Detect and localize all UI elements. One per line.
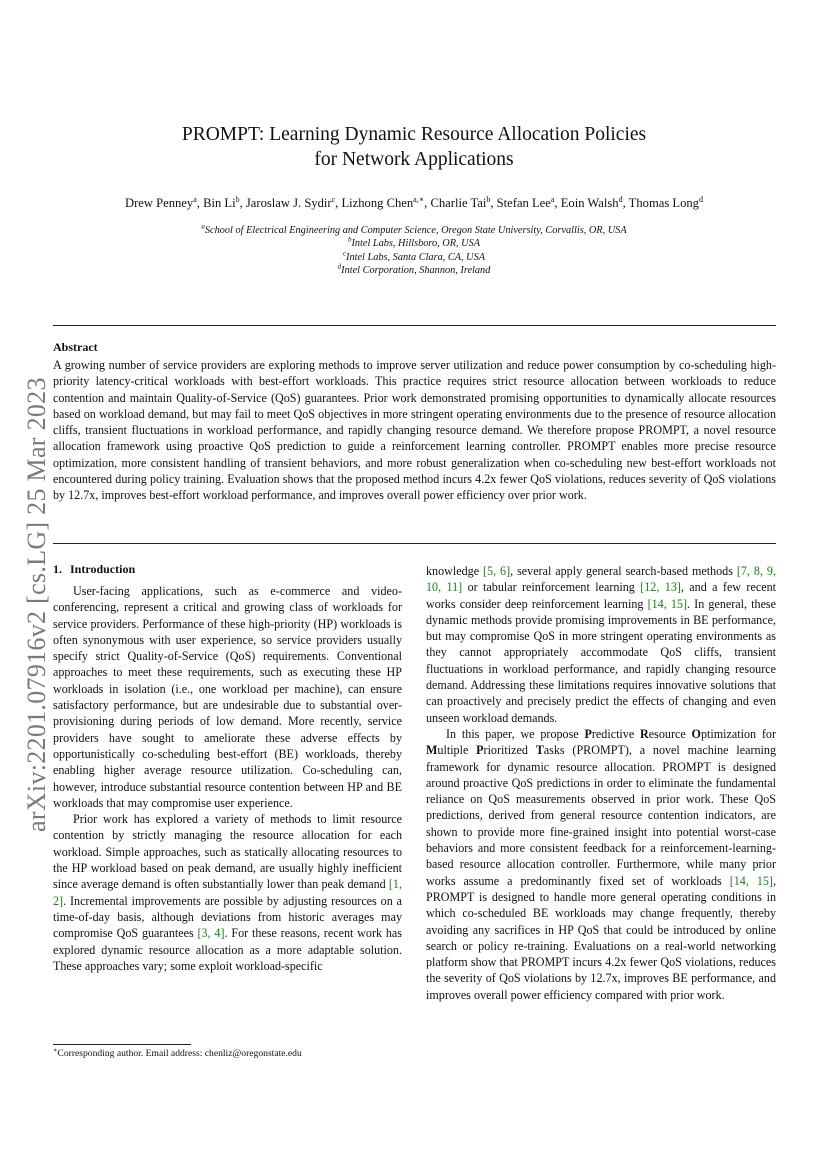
citation-link[interactable]: [1, 2]: [53, 877, 402, 908]
paper-title: [90, 122, 738, 172]
arxiv-stamp: arXiv:2201.07916v2 [cs.LG] 25 Mar 2023: [22, 377, 51, 833]
abstract-text: A growing number of service providers are exploring methods to improve server utilization and reduce power consumption by co-scheduling high-priority latency-critical workloads with best-effort workloads. This practice requires strict resource allocation between workloads to reduce contention and maintain Quality-of-Service (QoS) guarantees. Prior work demonstrated promising opportunities to dynamically allocate resources based on workload demand, but may fail to meet QoS objectives in more stringent operating environments due to the presence of resource allocation cliffs, transient fluctuations in workload performance, and rapidly changing resource demand. We therefore propose PROMPT, a novel resource allocation framework using proactive QoS prediction to guide a reinforcement learning controller. PROMPT enables more precise resource optimization, more consistent handling of transient behaviors, and more robust generalization when co-scheduling new best-effort workloads not encountered during policy training. Evaluation shows that the proposed method incurs 4.2x fewer QoS violations, reduces severity of QoS violations by 12.7x, improves best-effort workload performance, and improves overall power efficiency over prior work.: [53, 358, 776, 503]
author: Lizhong Chen$^{a,∗}$: [341, 194, 425, 210]
citation-link[interactable]: [12, 13]: [640, 580, 681, 595]
author: Bin Li$^b$: [203, 194, 240, 210]
paragraph: Prior work has explored a variety of methods to limit resource contention by strictly managing the resource allocation for each workload. Simple approaches, such as statically allocating resources to the HP workload based on peak demand, are usually highly inefficient since average demand is often substantially lower than peak demand [1, 2]. Incremental improvements are possible by adjusting resources on a time-of-day basis, although deviations from historic averages may compromise QoS guarantees [3, 4]. For these reasons, recent work has explored dynamic resource allocation as a more adaptable solution. These approaches vary; some exploit workload-specific: [53, 812, 402, 973]
paragraph: knowledge [5, 6], several apply general search-based methods [7, 8, 9, 10, 11] or tabular reinforcement learning [12, 13], and a few recent works consider deep reinforcement learning [14, 15]. In general, these dynamic methods provide promising improvements in BE performance, but may compromise QoS in more stringent operating environments as they cannot appropriately accommodate QoS cliffs, transient fluctuations in workload performance, and rapidly changing resource demand. Addressing these limitations requires innovative solutions that can proactively and precisely predict the effects of changing and even unseen workload demands.: [426, 564, 777, 725]
author: Jaroslaw J. Sydir$^c$: [245, 194, 336, 210]
author-list: Drew Penney$^a$, Bin Li$^b$, Jaroslaw J. Sydir$^c$, Lizhong Chen$^{a,∗}$, Charlie Tai$^b$, Stefan Lee$^a$, Eoin Walsh$^d$, Thomas Long$^d$: [125, 194, 703, 210]
paragraph: User-facing applications, such as e-commerce and video-conferencing, represent a critical and growing class of workloads for service providers. Performance of these high-priority (HP) workloads is often synonymous with user experience, so service providers usually specify strict Quality-of-Service (QoS) requirements. Conventional approaches to meet these requirements, such as executing these HP workloads in isolation (i.e., one workload per machine), can ensure satisfactory performance, but are undesirable due to substantial over-provisioning during periods of low demand. More recently, service providers have sought to ameliorate these adverse effects by opportunistically co-scheduling best-effort (BE) workloads, thereby enabling higher average resource utilization. Co-scheduling can, however, introduce substantial resource contention between HP and BE workloads that may compromise user experience.: [53, 584, 402, 810]
citation-link[interactable]: [7, 8, 9, 10, 11]: [426, 564, 776, 595]
citation-link[interactable]: [14, 15]: [729, 873, 773, 888]
section-title: Introduction: [70, 562, 136, 576]
citation-link[interactable]: [3, 4]: [197, 926, 225, 941]
author: Thomas Long$^d$: [628, 194, 703, 210]
citation-link[interactable]: [5, 6]: [483, 564, 511, 578]
title-line-2: for Network Applications: [314, 149, 514, 170]
abstract-top-rule: [53, 325, 776, 326]
author: Charlie Tai$^b$: [430, 194, 491, 210]
section-number: 1.: [53, 562, 62, 576]
affiliations: [100, 224, 728, 278]
footnote-rule: [53, 1044, 191, 1045]
affiliation: $^d$Intel Corporation, Shannon, Ireland: [337, 262, 491, 277]
abstract-bottom-rule: [53, 543, 776, 544]
abstract-heading: Abstract: [53, 340, 98, 354]
right-column: [426, 563, 776, 1003]
paragraph: In this paper, we propose Predictive Resource Optimization for Multiple Prioritized Tasks (PROMPT), a novel machine learning framework for dynamic resource allocation. PROMPT is designed around proactive QoS predictions in order to eliminate the fundamental reliance on QoS measurements observed in prior work. These QoS predictions, derived from general resource contention indicators, are shown to provide more fine-grained insight into potential worst-case behaviors and more consistent feedback for a reinforcement-learning-based resource allocation controller. Furthermore, while many prior works assume a predominantly fixed set of workloads [14, 15], PROMPT is designed to handle more general operating conditions in which co-scheduled BE workloads may change frequently, thereby avoiding any sacrifices in HP QoS that could be introduced by online search or policy re-training. Evaluations on a real-world networking platform show that PROMPT incurs 4.2x fewer QoS violations, reduces the severity of QoS violations by 12.7x, improves BE performance, and improves overall power efficiency compared with prior work.: [426, 726, 776, 1002]
author: Drew Penney$^a$: [125, 194, 197, 210]
footnote: ∗Corresponding author. Email address: chenliz@oregonstate.edu: [53, 1046, 302, 1059]
affiliation: $^a$School of Electrical Engineering and Computer Science, Oregon State University, Corvallis, OR, USA: [201, 222, 627, 236]
left-column: [53, 583, 402, 974]
author: Eoin Walsh$^d$: [560, 194, 623, 210]
section-heading-introduction: [53, 562, 143, 577]
affiliation: $^b$Intel Labs, Hillsboro, OR, USA: [347, 235, 481, 250]
citation-link[interactable]: [14, 15]: [647, 596, 687, 611]
affiliation: $^c$Intel Labs, Santa Clara, CA, USA: [342, 249, 486, 263]
title-line-1: PROMPT: Learning Dynamic Resource Allocation Policies: [181, 124, 647, 145]
author: Stefan Lee$^a$: [496, 194, 555, 210]
